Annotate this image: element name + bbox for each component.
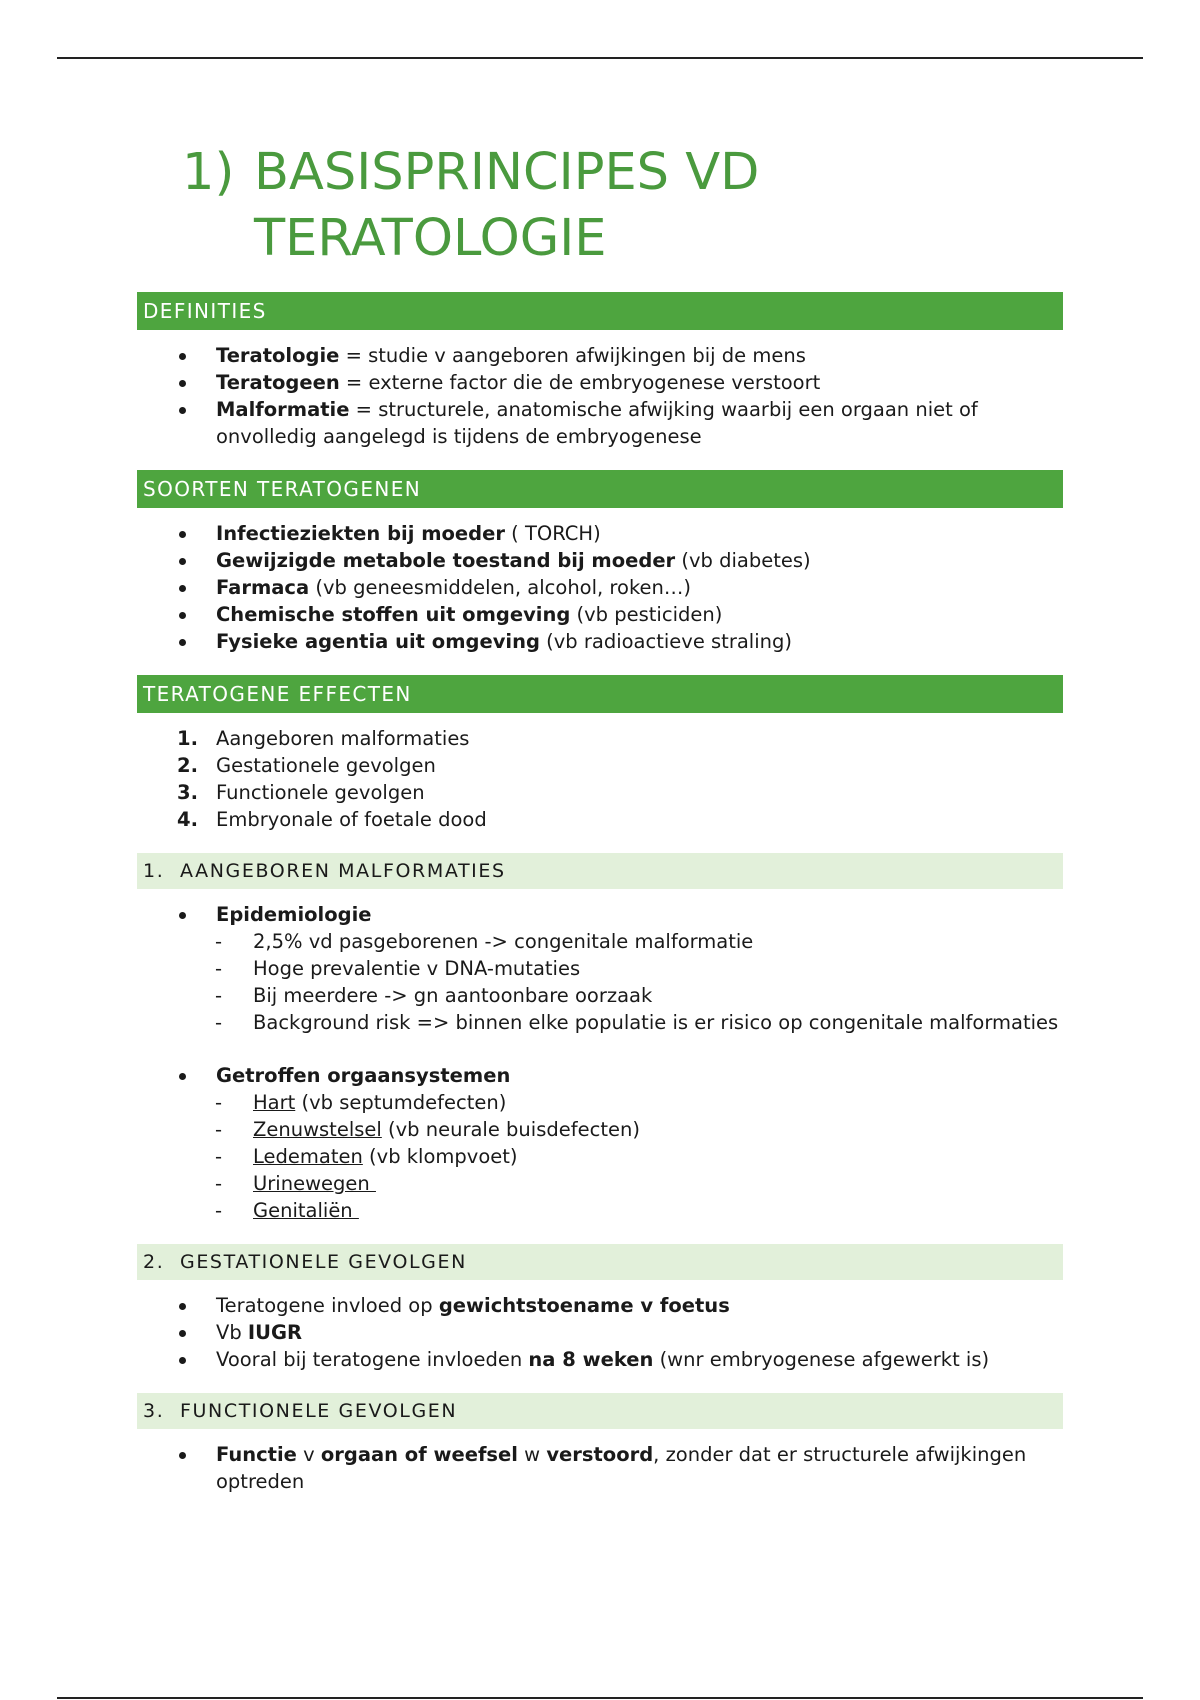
sub-item: - Urinewegen [215, 1172, 376, 1195]
list-item: 1. Aangeboren malformaties [177, 727, 470, 750]
list-item: 4. Embryonale of foetale dood [177, 808, 487, 831]
list-item: 2. Gestationele gevolgen [177, 754, 436, 777]
bullet-icon [179, 639, 186, 646]
bullet-icon [179, 1357, 186, 1364]
list-item: Getroffen orgaansystemen - Hart (vb septumdefecten) - Zenuwstelsel (vb neurale buisdefecten) - Ledematen (vb klompvoet) - Urinewegen - Genitaliën [137, 1062, 1063, 1224]
section-heading-effecten: TERATOGENE EFFECTEN [137, 675, 1063, 713]
list-item: Infectieziekten bij moeder ( TORCH) [137, 520, 1063, 547]
effecten-list [137, 713, 1063, 853]
bullet-icon [179, 1073, 186, 1080]
top-rule [57, 57, 1143, 59]
list-item: Epidemiologie - 2,5% vd pasgeborenen -> congenitale malformatie - Hoge prevalentie v DNA-mutaties - Bij meerdere -> gn aantoonbare oorzaak - Background risk => binnen elke populatie is er risico op congenitale malformaties [137, 901, 1063, 1036]
soorten-list [137, 508, 1063, 675]
sub-item: - Hart (vb septumdefecten) [215, 1091, 507, 1114]
definities-list [137, 330, 1063, 470]
list-item: Malformatie = structurele, anatomische afwijking waarbij een orgaan niet of onvolledig aangelegd is tijdens de embryogenese [137, 396, 1063, 450]
bullet-icon [179, 531, 186, 538]
bullet-icon [179, 353, 186, 360]
list-item: Teratologie = studie v aangeboren afwijkingen bij de mens [137, 342, 1063, 369]
section-heading-definities: DEFINITIES [137, 292, 1063, 330]
list-item: Chemische stoffen uit omgeving (vb pesticiden) [137, 601, 1063, 628]
sub-item: - Hoge prevalentie v DNA-mutaties [215, 957, 581, 980]
list-item: Fysieke agentia uit omgeving (vb radioactieve straling) [137, 628, 1063, 655]
list-item: Teratogeen = externe factor die de embryogenese verstoort [137, 369, 1063, 396]
page-title [182, 140, 1063, 272]
sub-item: - 2,5% vd pasgeborenen -> congenitale malformatie [215, 930, 754, 953]
sub-item: - Genitaliën [215, 1199, 359, 1222]
sub-item: - Background risk => binnen elke populatie is er risico op congenitale malformaties [215, 1011, 1059, 1034]
bullet-icon [179, 912, 186, 919]
title-line-1: BASISPRINCIPES VD [254, 143, 760, 202]
section-heading-soorten: SOORTEN TERATOGENEN [137, 470, 1063, 508]
subsection-heading-gestationele: 2. GESTATIONELE GEVOLGEN [137, 1244, 1063, 1280]
functionele-list [137, 1429, 1063, 1515]
title-number: 1) [182, 143, 235, 202]
list-item: Gewijzigde metabole toestand bij moeder (vb diabetes) [137, 547, 1063, 574]
bullet-icon [179, 380, 186, 387]
bullet-icon [179, 612, 186, 619]
list-item: Vb IUGR [137, 1319, 1063, 1346]
bullet-icon [179, 585, 186, 592]
bullet-icon [179, 1330, 186, 1337]
document-body [137, 140, 1063, 1515]
sub-item: - Bij meerdere -> gn aantoonbare oorzaak [215, 984, 653, 1007]
bottom-rule [57, 1697, 1143, 1699]
gestationele-list [137, 1280, 1063, 1393]
list-item: Functie v orgaan of weefsel w verstoord, zonder dat er structurele afwijkingen optreden [137, 1441, 1063, 1495]
bullet-icon [179, 1452, 186, 1459]
sub-item: - Ledematen (vb klompvoet) [215, 1145, 518, 1168]
list-item: Vooral bij teratogene invloeden na 8 weken (wnr embryogenese afgewerkt is) [137, 1346, 1063, 1373]
list-item: 3. Functionele gevolgen [177, 781, 425, 804]
bullet-icon [179, 1303, 186, 1310]
bullet-icon [179, 407, 186, 414]
bullet-icon [179, 558, 186, 565]
title-line-2: TERATOLOGIE [254, 209, 607, 268]
subsection-heading-functionele: 3. FUNCTIONELE GEVOLGEN [137, 1393, 1063, 1429]
malformaties-content [137, 889, 1063, 1244]
subsection-heading-malformaties: 1. AANGEBOREN MALFORMATIES [137, 853, 1063, 889]
list-item: Teratogene invloed op gewichtstoename v foetus [137, 1292, 1063, 1319]
sub-item: - Zenuwstelsel (vb neurale buisdefecten) [215, 1118, 640, 1141]
list-item: Farmaca (vb geneesmiddelen, alcohol, roken…) [137, 574, 1063, 601]
